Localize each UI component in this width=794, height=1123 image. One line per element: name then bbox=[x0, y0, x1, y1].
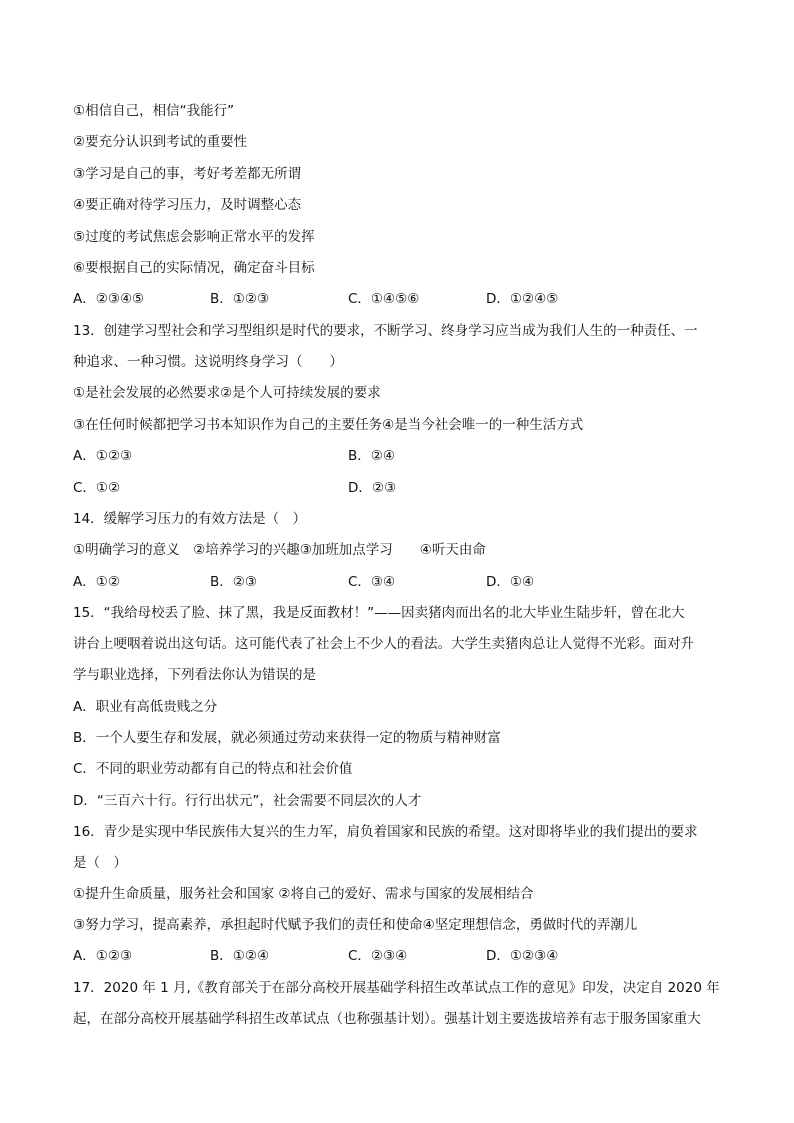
q16-statement-line-2: ③努力学习，提高素养，承担起时代赋予我们的责任和使命④坚定理想信念，勇做时代的弄潮儿 bbox=[73, 917, 638, 933]
q16-stem-line-1: 16．青少是实现中华民族伟大复兴的生力军，肩负着国家和民族的希望。这对即将毕业的我们提出的要求 bbox=[73, 824, 698, 840]
q15-stem-line-1: 15．“我给母校丢了脸、抹了黑，我是反面教材！”——因卖猪肉而出名的北大毕业生陆步轩，曾在北大 bbox=[73, 605, 685, 621]
q16-option-c: C．②③④ bbox=[348, 948, 408, 964]
q12-statement-4: ④要正确对待学习压力，及时调整心态 bbox=[73, 197, 302, 213]
q13-option-b: B．②④ bbox=[348, 448, 395, 464]
q16-statement-line-1: ①提升生命质量，服务社会和国家 ②将自己的爱好、需求与国家的发展相结合 bbox=[73, 886, 534, 902]
q12-option-d: D．①②④⑤ bbox=[486, 291, 559, 307]
q13-option-c: C．①② bbox=[73, 480, 121, 496]
q14-option-a: A．①② bbox=[73, 574, 120, 590]
q16-stem-line-2: 是（ ） bbox=[73, 855, 127, 871]
q16-option-b: B．①②④ bbox=[210, 948, 270, 964]
q15-option-d: D．“三百六十行。行行出状元”，社会需要不同层次的人才 bbox=[73, 793, 422, 809]
q13-statement-line-2: ③在任何时候都把学习书本知识作为自己的主要任务④是当今社会唯一的一种生活方式 bbox=[73, 417, 584, 433]
q17-stem-line-1: 17．2020 年 1 月,《教育部关于在部分高校开展基础学科招生改革试点工作的意见》印发，决定自 2020 年 bbox=[73, 980, 720, 996]
q13-statement-line-1: ①是社会发展的必然要求②是个人可持续发展的要求 bbox=[73, 385, 381, 401]
q14-option-d: D．①④ bbox=[486, 574, 535, 590]
q14-option-b: B．②③ bbox=[210, 574, 257, 590]
q15-option-b: B．一个人要生存和发展，就必须通过劳动来获得一定的物质与精神财富 bbox=[73, 730, 501, 746]
q16-option-d: D．①②③④ bbox=[486, 948, 559, 964]
q12-statement-3: ③学习是自己的事，考好考差都无所谓 bbox=[73, 166, 302, 182]
q12-option-b: B．①②③ bbox=[210, 291, 270, 307]
q13-option-a: A．①②③ bbox=[73, 448, 133, 464]
q13-option-d: D．②③ bbox=[348, 480, 397, 496]
q12-statement-2: ②要充分认识到考试的重要性 bbox=[73, 134, 248, 150]
q15-stem-line-2: 讲台上哽咽着说出这句话。这可能代表了社会上不少人的看法。大学生卖猪肉总让人觉得不光彩。面对升 bbox=[73, 636, 694, 652]
q12-statement-6: ⑥要根据自己的实际情况，确定奋斗目标 bbox=[73, 260, 315, 276]
q12-option-c: C．①④⑤⑥ bbox=[348, 291, 420, 307]
q12-statement-5: ⑤过度的考试焦虑会影响正常水平的发挥 bbox=[73, 229, 315, 245]
q12-option-a: A．②③④⑤ bbox=[73, 291, 145, 307]
q16-option-a: A．①②③ bbox=[73, 948, 133, 964]
q12-statement-1: ①相信自己，相信“我能行” bbox=[73, 103, 235, 119]
q13-stem-line-2: 种追求、一种习惯。这说明终身学习（ ） bbox=[73, 354, 343, 370]
q15-option-a: A．职业有高低贵贱之分 bbox=[73, 699, 218, 715]
q14-statements: ①明确学习的意义 ②培养学习的兴趣③加班加点学习 ④听天由命 bbox=[73, 542, 486, 558]
q14-stem: 14．缓解学习压力的有效方法是（ ） bbox=[73, 511, 307, 527]
q15-stem-line-3: 学与职业选择，下列看法你认为错误的是 bbox=[73, 667, 316, 683]
q15-option-c: C．不同的职业劳动都有自己的特点和社会价值 bbox=[73, 761, 353, 777]
q17-stem-line-2: 起，在部分高校开展基础学科招生改革试点（也称强基计划）。强基计划主要选拔培养有志于服务国家重大 bbox=[73, 1011, 701, 1027]
q13-stem-line-1: 13．创建学习型社会和学习型组织是时代的要求，不断学习、终身学习应当成为我们人生的一种责任、一 bbox=[73, 323, 698, 339]
q14-option-c: C．③④ bbox=[348, 574, 396, 590]
